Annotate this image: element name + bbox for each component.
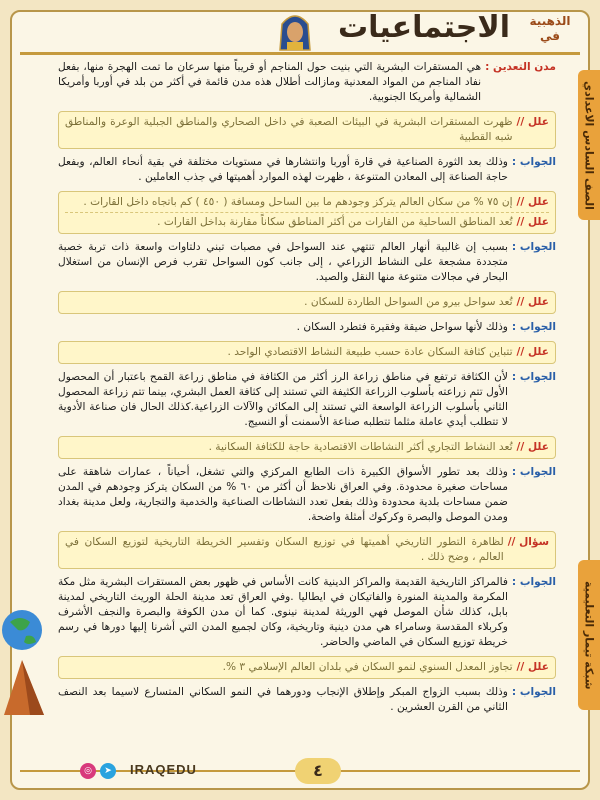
answer-label: الجواب : [511,466,556,478]
answer-label: الجواب : [511,371,556,383]
answer-text: بسبب إن غالبية أنهار العالم تنتهي عند السواحل في مصبات تبني دلتاوات واسعة ذات تربة خصبة متجددة مشجعة على النشاط الزراعي ، إلى جانب كون السواحل تقرب فرص الإنسان من استغلال البحار في مجالات متنوعة منها النقل والصيد. [58,241,508,283]
question-label: سؤال // [507,536,549,548]
answer-label: الجواب : [511,576,556,588]
definition-text: هي المستقرات البشرية التي بنيت حول المناجم أو قريباً منها سرعان ما تمت الهجرة منها، بفعل نفاد المناجم من المواد المعدنية ومازالت أطلال هذه مدن قائمة في أكثر من بلد في أوربا وأمريكا الشمالية وأمريكا الجنوبية. [58,61,482,103]
question-separator [65,212,549,213]
answer-block [58,370,556,430]
question-label: علل // [516,196,549,208]
answer-block [58,320,556,335]
header-divider [20,52,580,55]
answer-label: الجواب : [511,321,556,333]
book-prefix-line1: الذهبية [529,14,571,28]
answer-text: وذلك بعد تطور الأسواق الكبيرة ذات الطابع المركزي والتي تشغل، أحياناً ، عمارات شاهقة على مساحات صغيرة محدودة. وفي العراق نلاحظ أن أكثر من ٦٠ % من السكان يتركز وجودهم في المدن ضمن مساحات بلدية محدودة وذلك بفعل تعدد النشاطات الصناعية والخدمية والتجارية، ولعل مدينة بغداد ومدن الموصل والبصرة وكركوك أمثلة واضحة. [58,466,508,523]
question-label: علل // [516,296,549,308]
page-number: ٤ [295,758,341,784]
answer-block [58,465,556,525]
footer [20,758,580,784]
answer-text: لأن الكثافة ترتفع في مناطق زراعة الرز أكثر من الكثافة في مناطق زراعة القمح باعتبار أن المحصول الأول تتم زراعته بأسلوب الزراعة الكثيفة التي تستند إلى كثافة العمل البشري، بينما تتم زراعة المحصول الثاني بأسلوب الزراعة الواسعة التي تستند إلى المكائن والآلات الزراعية.كذلك الحال فان صناعة الأدوية لا تتطلب أيدي عاملة مثلما تتطلبه صناعة الأسمنت أو النسيج. [58,371,508,428]
question-box [58,436,556,459]
question-label: علل // [516,346,549,358]
answer-label: الجواب : [511,241,556,253]
answer-text: وذلك بعد الثورة الصناعية في قارة أوربا وانتشارها في مستويات مختلفة في بقية أنحاء العالم، وبفعل حاجة الصناعة إلى المعادن المتنوعة ، ظهرت لهذه الموارد أهميتها في جذب العاملين . [58,156,508,183]
answer-label: الجواب : [511,686,556,698]
instagram-icon: ◎ [80,763,96,779]
answer-label: الجواب : [511,156,556,168]
question-box [58,531,556,569]
pharaoh-logo-icon [276,10,314,52]
answer-text: وذلك بسبب الزواج المبكر وإطلاق الإنجاب ودورهما في النمو السكاني المتسارع لاسيما بعد النصف الثاني من القرن العشرين . [58,686,508,713]
answer-text: فالمراكز التاريخية القديمة والمراكز الدينية كانت الأساس في ظهور بعض المستقرات البشرية مثل مكة المكرمة والمدينة المنورة والفاتيكان في ايطاليا .وفي العراق تعد مدينة الحلة الوريث التاريخي لمدينة بابل، كذلك شأن الموصل فهي الوريثة لمدينة نينوى. كما أن مدن الكوفة والبصرة والنجف الأشرف وكربلاء المقدسة وسامراء هي مدن دينية وتاريخية، وكان لجميع المدن التي أشرنا إليها دورها في رسم خريطة توزيع السكان في الماضي والحاضر. [58,576,508,648]
brand-name: IRAQEDU [130,762,197,777]
question-row [65,195,549,210]
question-label: علل // [516,661,549,673]
answer-block [58,575,556,650]
question-label: علل // [516,216,549,228]
answer-block [58,685,556,715]
question-box [58,111,556,149]
definition-block [58,60,556,105]
question-text: ظهرت المستقرات البشرية في البيئات الصعبة في داخل الصحاري والمناطق الجبلية الوعرة والمناطق شبه القطبية [65,116,513,143]
question-text: تُعد سواحل بيرو من السواحل الطاردة للسكان . [304,296,513,308]
book-prefix [520,14,580,44]
answer-block [58,240,556,285]
question-box [58,341,556,364]
question-box [58,291,556,314]
network-label: شبكة تيمار التعليمية [582,580,596,690]
question-row [65,215,549,230]
question-text: تجاوز المعدل السنوي لنمو السكان في بلدان العالم الإسلامي ٣ %. [222,661,513,673]
content-area [58,60,556,721]
question-label: علل // [516,441,549,453]
question-box [58,656,556,679]
question-text: إن ٧٥ % من سكان العالم يتركز وجودهم ما بين الساحل ومسافة ( ٤٥٠ ) كم باتجاه داخل القارات . [83,196,513,208]
question-text: تُعد النشاط التجاري أكثر النشاطات الاقتصادية حاجة للكثافة السكانية . [208,441,513,453]
answer-block [58,155,556,185]
globe-icon [0,600,50,730]
book-prefix-line2: في [540,29,560,43]
telegram-icon: ➤ [100,763,116,779]
question-text: تتباين كثافة السكان عادة حسب طبيعة النشاط الاقتصادي الواحد . [227,346,513,358]
answer-text: وذلك لأنها سواحل ضيقة وفقيرة فتطرد السكان . [296,321,508,333]
question-text: تُعد المناطق الساحلية من القارات من أكثر المناطق سكاناً مقارنة بداخل القارات . [157,216,513,228]
question-box [58,191,556,234]
grade-ribbon [578,70,600,220]
grade-label: الصف السادس الاعدادي [582,80,596,210]
book-title: الاجتماعيات [337,10,510,45]
social-icons [80,763,116,779]
term-label: مدن التعدين : [485,61,556,73]
network-ribbon [578,560,600,710]
question-label: علل // [516,116,549,128]
question-text: لظاهرة التطور التاريخي أهميتها في توزيع السكان وتفسير الخريطة التاريخية لتوزيع السكان في العالم ، وضح ذلك . [65,536,504,563]
